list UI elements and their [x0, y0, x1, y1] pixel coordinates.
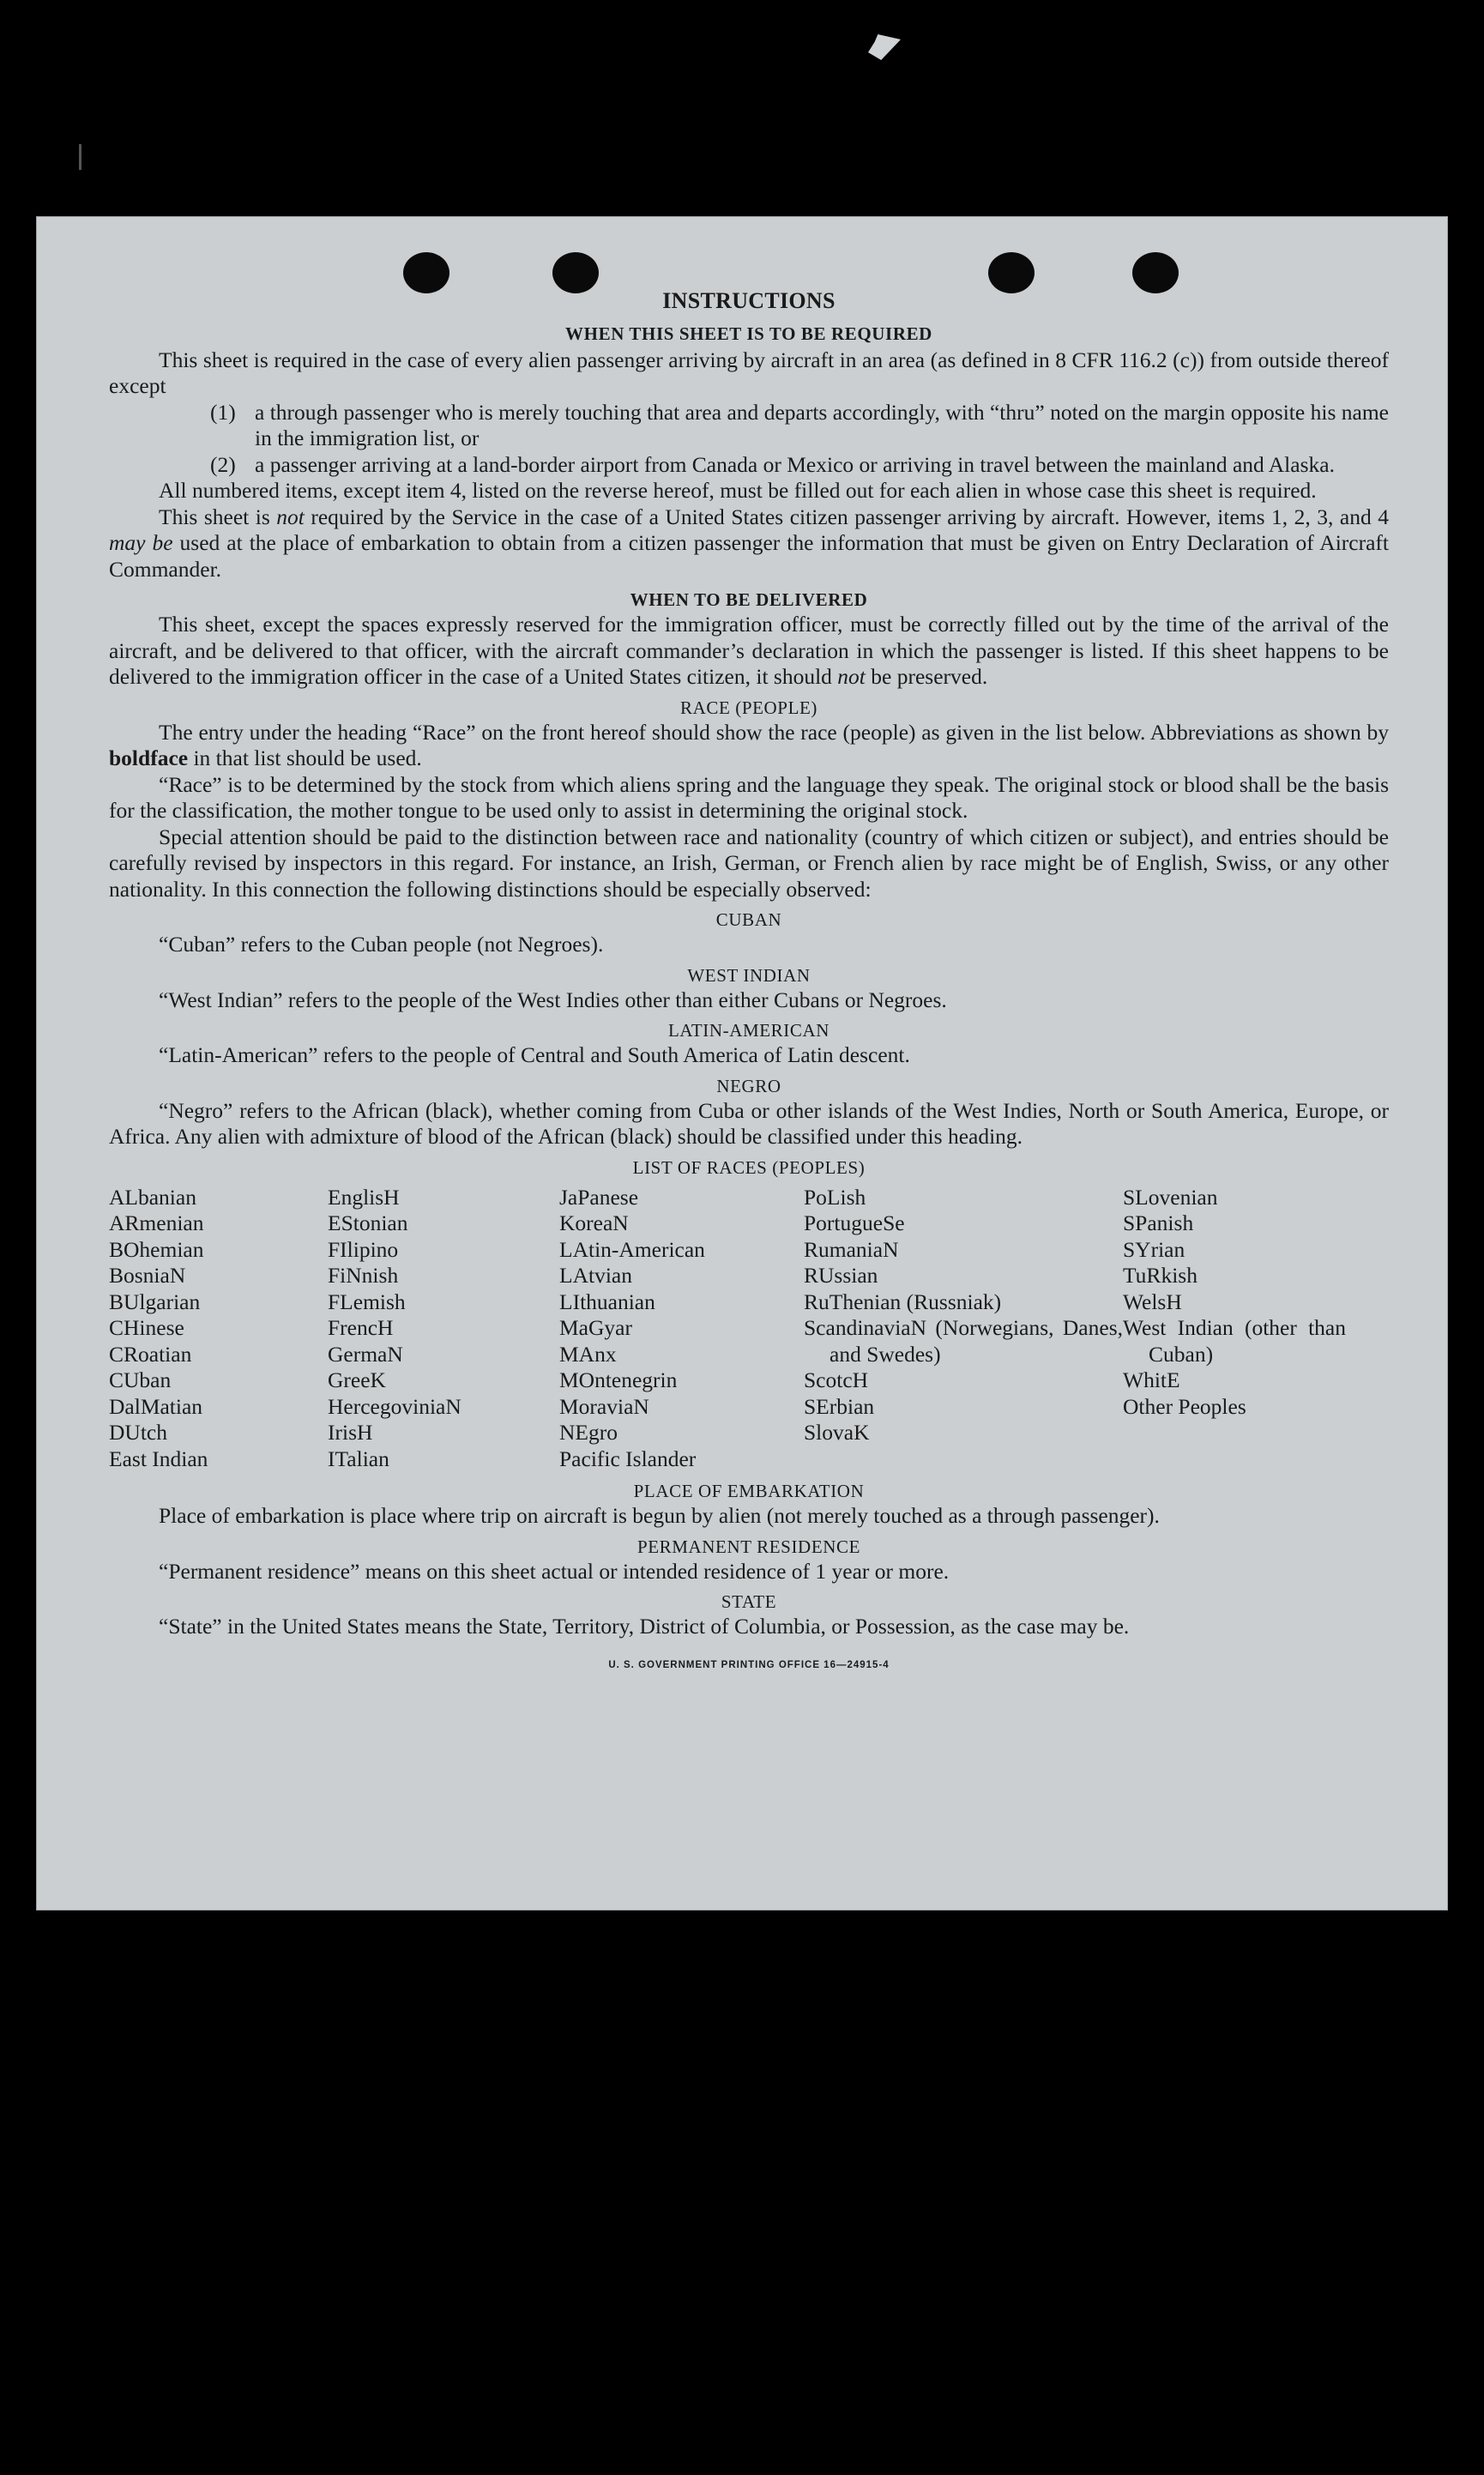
residence-text: “Permanent residence” means on this sheet actual or intended residence of 1 year or more. — [159, 1558, 950, 1584]
race-entry: RUssian — [804, 1263, 878, 1288]
race-entry: IrisH — [328, 1420, 373, 1445]
race-entry: ALbanian — [109, 1184, 196, 1210]
race-entry: Pacific Islander — [559, 1446, 697, 1471]
race-entry: SlovaK — [804, 1420, 870, 1445]
race-entry: DUtch — [109, 1420, 167, 1445]
race-entry: KoreaN — [559, 1210, 629, 1235]
race-entry: SYrian — [1123, 1236, 1185, 1262]
text-run: be preserved. — [865, 664, 988, 689]
races-list — [109, 1185, 1389, 1473]
text-run: required by the Service in the case of a United States citizen passenger arriving by aircraft. However, items 1, 2, 3, and 4 — [304, 504, 1389, 529]
item-text: a through passenger who is merely touching that area and departs accordingly, with “thru” noted on the margin opposite his name in the immigration list, or — [255, 399, 1389, 450]
printer-mark: U. S. GOVERNMENT PRINTING OFFICE 16—24915-4 — [608, 1659, 890, 1670]
race-entry: CRoatian — [109, 1341, 192, 1367]
race-entry: LAtvian — [559, 1263, 632, 1288]
races-column — [328, 1185, 559, 1473]
when-required-intro: This sheet is required in the case of every alien passenger arriving by aircraft in an area (as defined in 8 CFR 116.2 (c)) from outside thereof except — [109, 347, 1389, 398]
page-title: INSTRUCTIONS — [662, 288, 836, 313]
text-run: used at the place of embarkation to obtain from a citizen passenger the information that must be given on Entry Declaration of Aircraft Commander. — [109, 530, 1389, 582]
numbered-items-paragraph: All numbered items, except item 4, listed on the reverse hereof, must be filled out for each alien in whose case this sheet is required. — [159, 478, 1317, 503]
race-entry: West Indian (other than Cuban) — [1123, 1315, 1346, 1367]
heading-permanent-residence: PERMANENT RESIDENCE — [636, 1536, 861, 1557]
latin-american-text: “Latin-American” refers to the people of Central and South America of Latin descent. — [159, 1042, 910, 1067]
race-entry: ScandinaviaN (Norwegians, Danes, and Swedes) — [804, 1315, 1123, 1367]
text-run: This sheet, except the spaces expressly reserved for the immigration officer, must be correctly filled out by the time of the arrival of the aircraft, and be delivered to that officer, with the aircraft commander’s declaration in which the passenger is listed. If this sheet happens to be delivered to the immigration officer in the case of a United States citizen, it should — [109, 612, 1389, 689]
race-entry: FLemish — [328, 1289, 406, 1314]
item-text: a passenger arriving at a land-border airport from Canada or Mexico or arriving in travel between the mainland and Alaska. — [255, 451, 1335, 477]
race-entry: BosniaN — [109, 1263, 186, 1288]
heading-place-of-embarkation: PLACE OF EMBARKATION — [633, 1481, 865, 1501]
race-entry: NEgro — [559, 1420, 618, 1445]
race-entry: FIlipino — [328, 1236, 399, 1262]
race-entry: FrencH — [328, 1315, 394, 1340]
race-entry: ITalian — [328, 1446, 389, 1471]
race-entry: Other Peoples — [1123, 1393, 1246, 1419]
races-column — [804, 1185, 1123, 1473]
heading-when-required: WHEN THIS SHEET IS TO BE REQUIRED — [565, 323, 932, 344]
race-entry: WelsH — [1123, 1289, 1182, 1314]
heading-west-indian: WEST INDIAN — [687, 964, 811, 986]
race-entry: TuRkish — [1123, 1263, 1197, 1288]
embarkation-text: Place of embarkation is place where trip on aircraft is begun by alien (not merely touched as a through passenger). — [159, 1503, 1160, 1528]
race-entry: MAnx — [559, 1341, 617, 1367]
race-entry: PortugueSe — [804, 1210, 905, 1235]
race-entry: HercegoviniaN — [328, 1393, 461, 1419]
race-entry: BOhemian — [109, 1236, 204, 1262]
race-entry: ARmenian — [109, 1210, 204, 1235]
race-entry: RuThenian (Russniak) — [804, 1289, 1002, 1314]
heading-state: STATE — [721, 1591, 777, 1612]
race-entry: LIthuanian — [559, 1289, 655, 1314]
emphasis-may-be: may be — [109, 530, 173, 555]
race-entry: RumaniaN — [804, 1236, 899, 1262]
text-run: This sheet is — [159, 504, 277, 529]
instruction-sheet — [36, 216, 1448, 1911]
race-paragraph-2: “Race” is to be determined by the stock from which aliens spring and the language they speak. The original stock or blood shall be the basis for the classification, the mother tongue to be used only to assist in determining the original stock. — [109, 771, 1389, 823]
heading-when-delivered: WHEN TO BE DELIVERED — [630, 589, 868, 610]
item-number: (1) — [210, 399, 236, 425]
races-column — [1123, 1185, 1346, 1473]
emphasis-not: not — [837, 664, 866, 689]
races-column — [109, 1185, 328, 1473]
race-entry: JaPanese — [559, 1184, 639, 1210]
race-entry: CUban — [109, 1367, 172, 1392]
race-entry: SErbian — [804, 1393, 875, 1419]
west-indian-text: “West Indian” refers to the people of the West Indies other than either Cubans or Negroes. — [159, 987, 947, 1012]
race-entry: FiNnish — [328, 1263, 399, 1288]
race-entry: PoLish — [804, 1184, 866, 1210]
negro-text: “Negro” refers to the African (black), whether coming from Cuba or other islands of the West Indies, North or South America, Europe, or Africa. Any alien with admixture of blood of the African (black) should be classified under this heading. — [109, 1097, 1389, 1149]
races-column — [559, 1185, 804, 1473]
exception-item-1 — [210, 400, 1389, 452]
exception-item-2 — [210, 452, 1389, 479]
race-entry: MaGyar — [559, 1315, 632, 1340]
emphasis-not: not — [276, 504, 305, 529]
race-entry: CHinese — [109, 1315, 184, 1340]
race-paragraph-1 — [109, 720, 1389, 772]
race-entry: LAtin-American — [559, 1236, 705, 1262]
race-entry: MOntenegrin — [559, 1367, 678, 1392]
race-entry: WhitE — [1123, 1367, 1180, 1392]
text-run: The entry under the heading “Race” on the front hereof should show the race (people) as given in the list below. Abbreviations as shown by — [159, 719, 1389, 745]
race-entry: MoraviaN — [559, 1393, 649, 1419]
heading-latin-american: LATIN-AMERICAN — [667, 1020, 830, 1041]
race-entry: DalMatian — [109, 1393, 203, 1419]
race-entry: SPanish — [1123, 1210, 1194, 1235]
race-entry: EnglisH — [328, 1184, 400, 1210]
film-speck — [79, 144, 81, 170]
race-entry: ScotcH — [804, 1367, 869, 1392]
race-entry: GermaN — [328, 1341, 403, 1367]
race-entry: EStonian — [328, 1210, 408, 1235]
bold-word: boldface — [109, 746, 189, 770]
item-number: (2) — [210, 451, 236, 477]
state-text: “State” in the United States means the State, Territory, District of Columbia, or Possession, as the case may be. — [159, 1614, 1130, 1639]
when-delivered-text — [109, 612, 1389, 691]
race-entry: SLovenian — [1123, 1184, 1218, 1210]
race-entry: GreeK — [328, 1367, 386, 1392]
heading-cuban: CUBAN — [715, 909, 782, 930]
race-entry: East Indian — [109, 1446, 208, 1471]
heading-list-of-races: LIST OF RACES (PEOPLES) — [632, 1156, 866, 1178]
heading-negro: NEGRO — [716, 1075, 781, 1096]
text-run: in that list should be used. — [188, 746, 422, 770]
race-paragraph-3: Special attention should be paid to the distinction between race and nationality (country of which citizen or subject), and entries should be carefully revised by inspectors in this regard. For instance, an Irish, German, or French alien by race might be of English, Swiss, or any other nationality. In this connection the following distinctions should be especially observed: — [109, 824, 1389, 902]
film-speck — [868, 34, 901, 60]
heading-race: RACE (PEOPLE) — [679, 697, 818, 718]
race-entry: BUlgarian — [109, 1289, 201, 1314]
sheet-content — [109, 287, 1389, 1678]
citizen-paragraph — [109, 504, 1389, 583]
cuban-text: “Cuban” refers to the Cuban people (not Negroes). — [159, 932, 604, 957]
